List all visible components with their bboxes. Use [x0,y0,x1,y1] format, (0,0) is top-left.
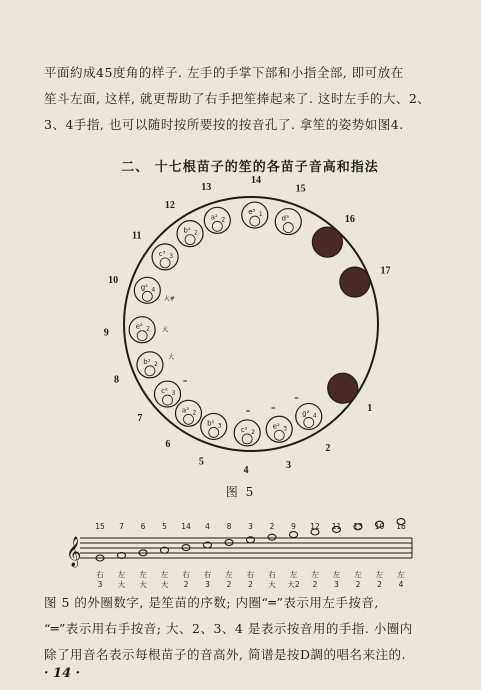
staff-layer [66,519,412,589]
staff-hand: 右 [268,570,276,579]
staff-finger: 3 [334,580,339,589]
pipe-17 [340,266,391,297]
staff-pipe-number: 16 [396,522,406,531]
pipe-9 [104,317,168,343]
staff-hand: 右 [182,570,190,579]
pipe-finger: 4 [151,286,156,294]
pipe-finger: 4 [312,412,317,420]
staff-finger: 大 [117,580,126,589]
staff-note-6 [139,522,147,589]
pipe-16 [312,214,355,257]
pipe-note: e² [135,322,143,331]
pipes-layer [104,175,391,476]
section-heading: 二、 十七根苗子的笙的各苗子音高和指法 [121,160,379,175]
staff-pipe-number: 5 [162,522,167,531]
pipe-number: 9 [103,327,109,339]
note-head [225,539,233,545]
staff-note-8 [225,522,233,589]
pipe-number: 16 [344,213,355,225]
pipe-hand-mark: = [270,405,276,413]
staff-hand: 右 [246,570,255,579]
staff-note-4 [204,522,212,589]
staff-finger: 3 [205,580,210,589]
note-head [268,534,276,540]
pipe-note: e² [272,422,280,431]
staff-hand: 右 [96,570,104,579]
staff-note-14 [181,522,191,589]
pipe-hand-mark: 大# [163,295,175,303]
pipe-note: c² [161,387,168,396]
intro-line-1: 平面約成45度角的样子. 左手的手掌下部和小指全部, 即可放在 [44,65,404,80]
pipe-circle [340,267,370,297]
pipe-finger: 2 [194,229,198,237]
intro-line-2: 笙斗左面, 这样, 就更帮助了右手把笙捧起来了. 这时左手的大、2、 [44,91,431,106]
staff-note-7 [118,522,126,589]
pipe-finger: 3 [169,252,174,260]
pipe-12 [165,200,203,247]
pipe-number: 11 [132,230,142,242]
pipe-10 [108,275,175,303]
pipe-note: a² [210,213,218,222]
pipe-hand-mark: = [245,407,251,415]
pipe-finger: 2 [146,325,151,333]
pipe-inner-hole [283,223,293,233]
staff-note-9 [287,522,299,589]
pipe-number: 7 [137,413,143,425]
staff-note-16 [396,519,406,589]
pipe-finger: 2 [221,216,226,224]
staff-finger: 大 [160,580,169,589]
pipe-hand-mark: = [294,394,300,402]
pipe-note: a² [181,406,190,415]
staff-pipe-number: 3 [248,522,253,531]
staff-hand: 左 [397,570,405,579]
page-number: · 14 · [44,666,81,681]
pipe-finger: 1 [258,211,263,219]
pipe-finger: 2 [154,360,158,368]
pipe-number: 13 [201,182,212,194]
staff-hand: 左 [139,570,147,579]
pipe-14 [242,175,268,228]
staff-finger: 2 [226,580,232,589]
staff-hand: 左 [117,570,126,579]
pipe-2 [294,395,330,454]
staff-pipe-number: 10 [374,522,385,531]
pipe-note: e³ [248,208,256,217]
pipe-circle [328,373,358,403]
staff-pipe-number: 6 [140,522,146,531]
pipe-note: c³ [158,249,166,258]
pipe-note: g² [140,283,148,292]
staff-pipe-number: 12 [310,522,320,531]
staff-finger: 2 [312,580,318,589]
pipe-number: 4 [243,464,249,476]
pipe-number: 3 [286,460,292,472]
closing-line-1: 图 5 的外圈数字, 是笙苗的序数; 内圈“═”表示用左手按音, [44,595,379,610]
pipe-6 [165,400,201,449]
staff-hand: 左 [160,570,169,579]
pipe-number: 5 [198,456,204,468]
staff-note-10 [375,521,385,589]
pipe-note: b¹ [207,419,215,428]
staff-hand: 左 [375,570,384,579]
staff-note-15 [95,522,105,589]
staff-finger: 4 [398,580,404,589]
pipe-finger: 2 [192,409,197,417]
pipe-number: 1 [367,403,373,415]
closing-line-3: 除了用音名表示每根苗子的音高外, 简谱是按D調的唱名来注的. [44,647,406,662]
staff-pipe-number: 9 [291,522,296,531]
pipe-hand-mark: = [182,377,188,385]
staff-hand: 左 [354,570,362,579]
staff-finger: 2 [377,580,382,589]
staff-note-5 [161,522,169,589]
pipe-number: 2 [325,442,331,454]
staff-hand: 左 [225,570,233,579]
closing-line-2: “═”表示用右手按音; 大、2、3、4 是表示按音用的手指. 小圈内 [44,621,413,636]
figure-caption: 图 5 [225,485,256,499]
staff-hand: 左 [332,570,341,579]
pipe-circle [312,227,342,257]
pipe-note: b² [183,226,191,235]
staff-note-12 [310,522,320,589]
pipe-finger: 3 [217,422,222,430]
staff-finger: 2 [355,580,361,589]
pipe-note: g² [302,409,310,418]
pipe-hand-mark: 大 [168,354,175,362]
staff-hand: 左 [311,570,319,579]
staff-note-3 [247,522,255,589]
staff-hand: 左 [289,570,298,579]
pipe-number: 10 [108,275,119,287]
staff-finger: 大 [139,580,147,589]
pipe-finger: 3 [171,390,176,398]
pipe-13 [201,182,230,233]
pipe-number: 8 [114,374,120,386]
pipe-finger: 3 [283,425,288,433]
pipe-number: 17 [380,265,391,277]
pipe-hand-mark: 大 [162,326,169,334]
staff-pipe-number: 11 [331,522,342,531]
staff-note-13 [353,522,363,589]
pipe-note: d³ [281,214,289,223]
pipe-number: 14 [251,175,262,187]
staff-finger: 大 [268,580,276,589]
staff-finger: 大2 [287,580,300,589]
staff-note-11 [332,522,342,589]
pipe-4 [234,408,260,476]
pipe-number: 15 [295,183,306,195]
staff-finger: 2 [183,580,189,589]
pipe-note: c² [240,425,248,434]
staff-pipe-number: 13 [353,522,363,531]
staff-finger: 3 [97,580,103,589]
staff-pipe-number: 14 [181,522,191,531]
pipe-7 [137,377,190,425]
staff-pipe-number: 2 [269,522,275,531]
pipe-15 [275,184,305,235]
staff-hand: 右 [203,570,212,579]
pipe-5 [199,413,227,467]
staff-pipe-number: 15 [95,522,105,531]
staff-pipe-number: 8 [226,522,232,531]
note-head [290,532,298,538]
pipe-number: 12 [164,199,175,211]
intro-line-3: 3、4手指, 也可以随时按所要按的按音孔了. 拿笙的姿势如图4. [44,117,404,132]
treble-clef: 𝄞 [66,537,82,567]
staff-pipe-number: 7 [119,522,124,531]
pipe-finger: 2 [251,428,256,436]
pipe-number: 6 [165,438,171,450]
pipe-3 [266,405,292,471]
pipe-8 [114,352,174,385]
staff-pipe-number: 4 [205,522,210,531]
staff-finger: 2 [248,580,253,589]
pipe-note: b¹ [143,357,151,366]
staff-note-2 [268,522,276,589]
